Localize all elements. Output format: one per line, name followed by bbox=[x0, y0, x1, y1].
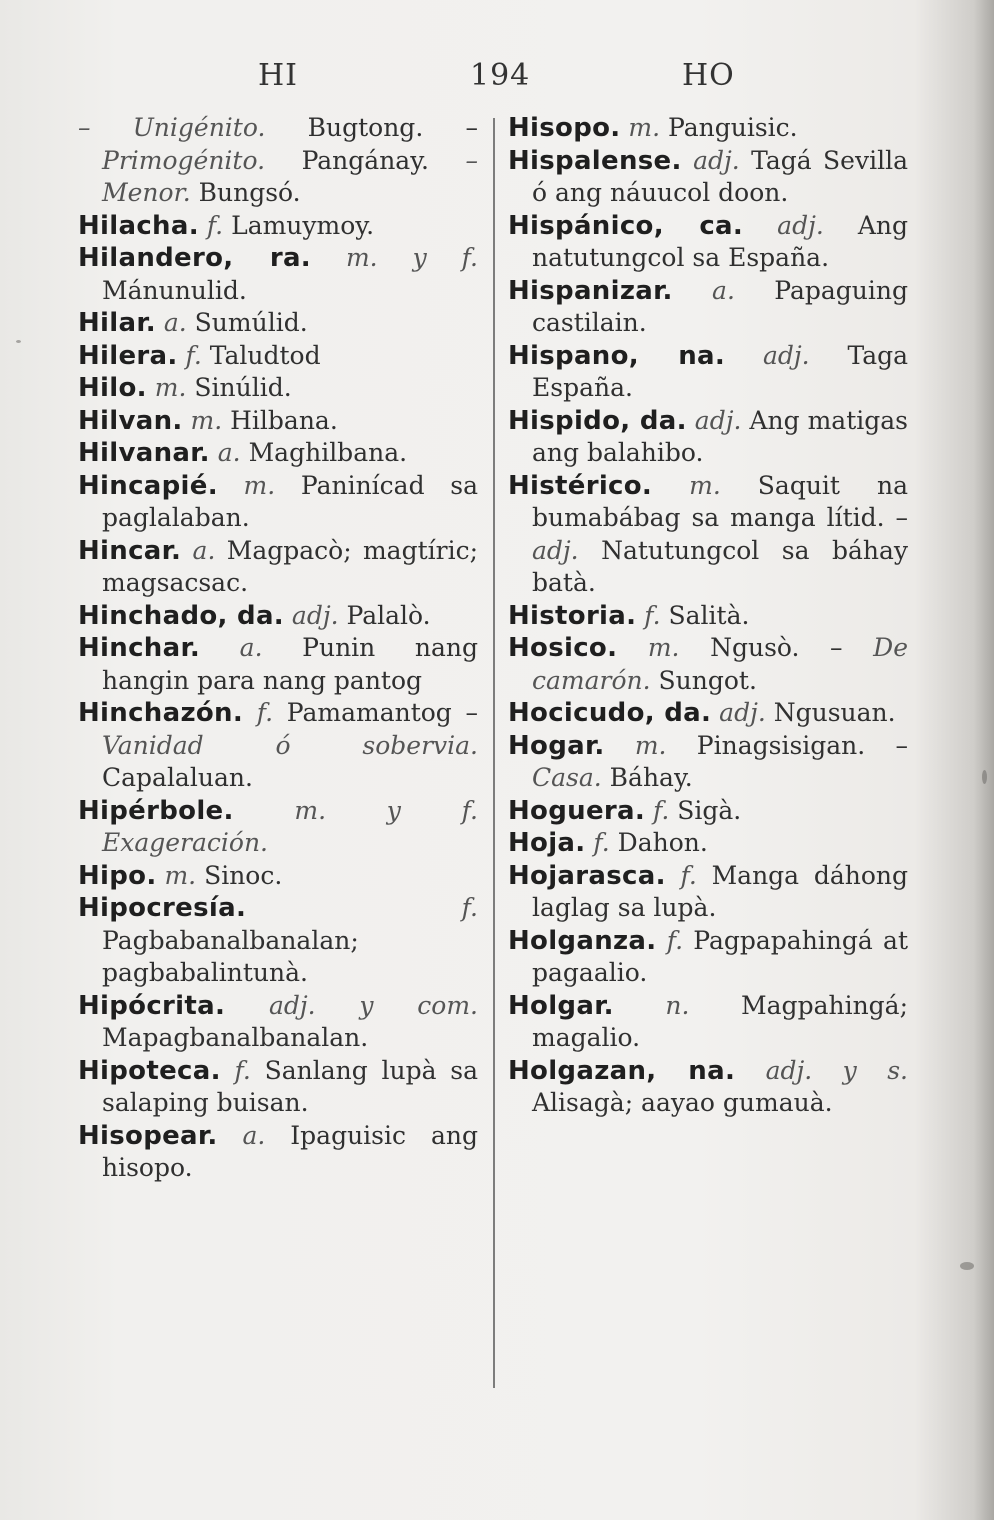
paper-speck bbox=[982, 770, 987, 784]
paper-speck bbox=[960, 1262, 974, 1270]
entry-definition: Ipaguisic ang hisopo. bbox=[102, 1120, 478, 1182]
entry-definition: Manga dáhong laglag sa lupà. bbox=[532, 860, 908, 922]
entry-headword: Hispanizar. bbox=[508, 275, 673, 306]
dictionary-entry bbox=[508, 990, 908, 1055]
running-head-right: HO bbox=[682, 58, 735, 93]
running-head-left: HI bbox=[258, 58, 299, 93]
entry-headword: Hisopear. bbox=[78, 1120, 218, 1151]
entry-abbreviation: f. bbox=[585, 828, 610, 857]
entry-definition: Ang natutungcol sa España. bbox=[532, 210, 909, 272]
entry-definition: Sinoc. bbox=[196, 860, 283, 890]
entry-definition: Taga España. bbox=[532, 340, 909, 402]
dictionary-entry bbox=[508, 925, 908, 990]
entry-abbreviation: n. bbox=[613, 990, 690, 1020]
entry-definition: Capalaluan. bbox=[102, 763, 253, 792]
dictionary-entry bbox=[78, 795, 478, 860]
dictionary-entry bbox=[78, 892, 478, 990]
dictionary-entry bbox=[508, 112, 908, 145]
entry-abbreviation: adj. bbox=[681, 145, 740, 175]
entry-definition: Maghilbana. bbox=[240, 438, 408, 467]
entry-definition: Pamamantog – bbox=[273, 698, 479, 727]
entry-definition: Paninícad sa paglalaban. bbox=[102, 470, 478, 532]
entry-definition: Papaguing castilain. bbox=[532, 275, 908, 337]
entry-definition: Sungot. bbox=[650, 665, 757, 695]
entry-headword: Hispánico, ca. bbox=[508, 210, 744, 241]
entry-abbreviation: a. bbox=[217, 1120, 266, 1150]
entry-headword: Historia. bbox=[508, 600, 637, 631]
entry-abbreviation: adj. bbox=[686, 405, 742, 435]
entry-definition: Panguisic. bbox=[660, 113, 798, 142]
entry-abbreviation: f. bbox=[246, 893, 478, 922]
entry-abbreviation: m. bbox=[652, 470, 721, 500]
entry-spanish-term: – Unigénito. bbox=[78, 113, 266, 142]
entry-abbreviation: f. bbox=[636, 600, 661, 630]
entry-abbreviation: a. bbox=[200, 633, 263, 662]
dictionary-entry bbox=[508, 697, 908, 730]
entry-headword: Hisopo. bbox=[508, 113, 621, 143]
right-column bbox=[508, 112, 908, 1120]
entry-abbreviation: m. bbox=[156, 860, 197, 890]
dictionary-entry bbox=[78, 990, 478, 1055]
entry-headword: Hipocresía. bbox=[78, 893, 247, 923]
entry-headword: Holgar. bbox=[508, 990, 614, 1021]
entry-abbreviation: adj. y s. bbox=[735, 1055, 908, 1085]
dictionary-entry bbox=[78, 340, 478, 373]
dictionary-entry bbox=[508, 730, 908, 795]
entry-definition: Ngusuan. bbox=[765, 698, 896, 727]
entry-definition: Ang matigas ang balahibo. bbox=[532, 405, 908, 467]
entry-headword: Hipérbole. bbox=[78, 795, 234, 826]
entry-definition: Natutungcol sa báhay batà. bbox=[532, 535, 908, 597]
left-column bbox=[78, 112, 478, 1185]
entry-abbreviation: adj. bbox=[711, 698, 766, 727]
dictionary-entry bbox=[508, 145, 908, 210]
entry-definition: Pinagsisigan. – bbox=[666, 730, 908, 760]
entry-headword: Holganza. bbox=[508, 925, 657, 956]
entry-abbreviation: f. bbox=[243, 698, 274, 727]
entry-spanish-term: Primogénito. bbox=[102, 145, 266, 175]
entry-headword: Hincapié. bbox=[78, 470, 218, 501]
entry-abbreviation: adj. bbox=[743, 210, 824, 240]
entry-spanish-term: Casa. bbox=[532, 763, 602, 792]
entry-headword: Hoja. bbox=[508, 828, 586, 858]
entry-headword: Histérico. bbox=[508, 470, 653, 501]
entry-abbreviation: adj. y com. bbox=[225, 990, 478, 1020]
entry-headword: Hincar. bbox=[78, 535, 182, 566]
dictionary-entry bbox=[78, 697, 478, 795]
entry-spanish-term: –Menor. bbox=[102, 145, 478, 207]
entry-headword: Hispalense. bbox=[508, 145, 682, 176]
entry-headword: Hoguera. bbox=[508, 795, 646, 826]
entry-headword: Hilo. bbox=[78, 373, 147, 403]
entry-abbreviation: a. bbox=[209, 438, 241, 467]
dictionary-entry bbox=[78, 307, 478, 340]
entry-abbreviation: a. bbox=[672, 275, 735, 305]
entry-definition: Magpacò; magtíric; magsacsac. bbox=[102, 535, 478, 597]
entry-headword: Hilera. bbox=[78, 340, 178, 371]
entry-headword: Hilandero, ra. bbox=[78, 243, 311, 273]
entry-spanish-term: Exageración. bbox=[102, 828, 269, 857]
entry-spanish-term: Vanidad ó sobervia. bbox=[102, 730, 478, 760]
dictionary-entry bbox=[508, 405, 908, 470]
entry-headword: Hinchado, da. bbox=[78, 600, 284, 631]
paper-speck bbox=[16, 340, 21, 343]
dictionary-entry bbox=[78, 600, 478, 633]
dictionary-entry bbox=[508, 1055, 908, 1120]
dictionary-entry bbox=[508, 210, 908, 275]
entry-definition: Punin nang hangin para nang pantog bbox=[102, 633, 478, 695]
entry-abbreviation: m. y f. bbox=[233, 795, 478, 825]
dictionary-entry bbox=[78, 405, 478, 438]
entry-headword: Hinchar. bbox=[78, 633, 201, 663]
entry-definition: Mánunulid. bbox=[102, 275, 247, 305]
dictionary-entry bbox=[508, 827, 908, 860]
entry-definition: Tagá Sevilla ó ang náuucol doon. bbox=[532, 145, 908, 207]
dictionary-entry bbox=[78, 372, 478, 405]
entry-headword: Hilacha. bbox=[78, 210, 199, 241]
dictionary-entry bbox=[78, 437, 478, 470]
entry-abbreviation: m. bbox=[617, 633, 680, 662]
entry-abbreviation: m. bbox=[604, 730, 667, 760]
dictionary-entry bbox=[508, 860, 908, 925]
entry-abbreviation: f. bbox=[665, 860, 697, 890]
entry-definition: Sigà. bbox=[669, 795, 742, 825]
entry-definition: Taludtod bbox=[201, 340, 321, 370]
entry-abbreviation: adj. bbox=[283, 600, 339, 630]
entry-abbreviation: f. bbox=[645, 795, 670, 825]
dictionary-entry bbox=[78, 210, 478, 243]
entry-definition: Sumúlid. bbox=[186, 308, 308, 337]
entry-headword: Hispano, na. bbox=[508, 340, 726, 371]
dictionary-entry bbox=[78, 470, 478, 535]
entry-headword: Hinchazón. bbox=[78, 698, 244, 728]
entry-abbreviation: m. bbox=[217, 470, 276, 500]
entry-headword: Hilar. bbox=[78, 308, 156, 338]
entry-definition: Alisagà; aayao gumauà. bbox=[532, 1088, 833, 1117]
entry-definition: Sinúlid. bbox=[186, 373, 292, 402]
dictionary-entry bbox=[508, 600, 908, 633]
entry-abbreviation: f. bbox=[177, 340, 202, 370]
entry-abbreviation: a. bbox=[181, 535, 216, 565]
entry-headword: Hosico. bbox=[508, 633, 618, 663]
entry-headword: Hispido, da. bbox=[508, 405, 687, 436]
entry-headword: Hogar. bbox=[508, 730, 605, 761]
entry-headword: Hojarasca. bbox=[508, 860, 666, 891]
dictionary-entry bbox=[508, 632, 908, 697]
dictionary-entry bbox=[508, 795, 908, 828]
dictionary-entry bbox=[508, 470, 908, 600]
entry-definition: Salità. bbox=[660, 600, 750, 630]
dictionary-entry bbox=[78, 112, 478, 210]
entry-abbreviation: adj. bbox=[532, 535, 579, 565]
entry-definition: Palalò. bbox=[338, 600, 431, 630]
entry-definition: Hilbana. bbox=[222, 405, 338, 435]
entry-definition: Pagpapahingá at pagaalio. bbox=[532, 925, 908, 987]
entry-abbreviation: m. y f. bbox=[310, 243, 478, 272]
entry-definition: Bungsó. bbox=[190, 178, 301, 207]
entry-headword: Hipoteca. bbox=[78, 1055, 221, 1086]
entry-definition: Magpahingá; magalio. bbox=[532, 990, 908, 1052]
entry-headword: Hipo. bbox=[78, 860, 157, 891]
entry-abbreviation: m. bbox=[146, 373, 187, 402]
entry-abbreviation: f. bbox=[220, 1055, 251, 1085]
entry-headword: Hipócrita. bbox=[78, 990, 226, 1021]
entry-headword: Hilvan. bbox=[78, 405, 183, 436]
entry-abbreviation: m. bbox=[182, 405, 223, 435]
dictionary-entry bbox=[78, 1120, 478, 1185]
entry-definition: Pangánay. bbox=[265, 145, 466, 175]
entry-definition: Dahon. bbox=[609, 828, 708, 857]
entry-definition: Báhay. bbox=[601, 763, 693, 792]
dictionary-entry bbox=[78, 632, 478, 697]
page-number: 194 bbox=[470, 58, 531, 93]
dictionary-entry bbox=[78, 535, 478, 600]
entry-abbreviation: m. bbox=[620, 113, 661, 142]
entry-definition: Bugtong. – bbox=[265, 113, 478, 142]
entry-abbreviation: a. bbox=[155, 308, 187, 337]
dictionary-entry bbox=[508, 340, 908, 405]
column-divider bbox=[493, 118, 495, 1388]
entry-headword: Hocicudo, da. bbox=[508, 698, 712, 728]
entry-definition: Sanlang lupà sa salaping buisan. bbox=[102, 1055, 478, 1117]
entry-abbreviation: f. bbox=[656, 925, 684, 955]
dictionary-entry bbox=[78, 1055, 478, 1120]
dictionary-entry bbox=[78, 242, 478, 307]
entry-definition: Ngusò. – bbox=[679, 633, 874, 662]
entry-headword: Hilvanar. bbox=[78, 438, 210, 468]
entry-abbreviation: f. bbox=[198, 210, 224, 240]
entry-spanish-term: De camarón. bbox=[532, 633, 908, 695]
entry-definition: Saquit na bumabábag sa manga lítid. – bbox=[532, 470, 908, 532]
entry-headword: Holgazan, na. bbox=[508, 1055, 736, 1086]
dictionary-entry bbox=[78, 860, 478, 893]
entry-definition: Mapagbanalbanalan. bbox=[102, 1023, 369, 1052]
entry-abbreviation: adj. bbox=[725, 340, 810, 370]
entry-definition: Pagbabanalbanalan; pagbabalintunà. bbox=[102, 925, 359, 987]
dictionary-entry bbox=[508, 275, 908, 340]
entry-definition: Lamuymoy. bbox=[223, 210, 375, 240]
